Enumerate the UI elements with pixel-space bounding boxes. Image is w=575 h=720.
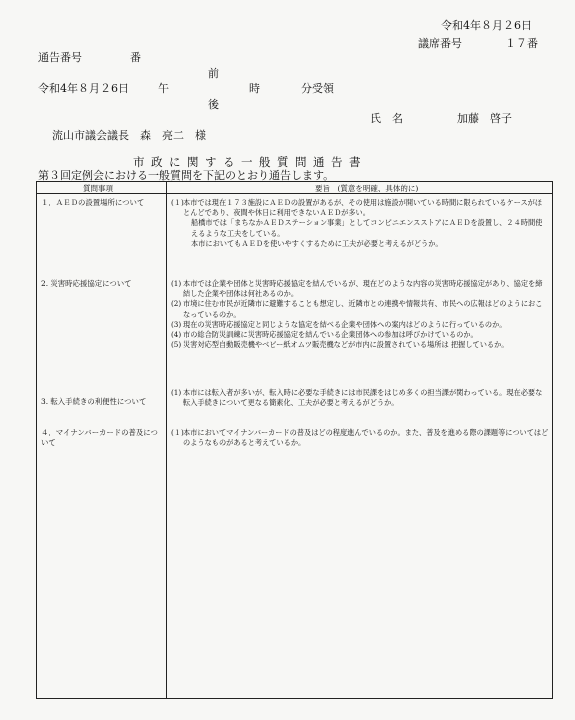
signer-name: 加藤 啓子 (457, 112, 512, 125)
receipt-ji: 時 (249, 82, 260, 95)
point: (2) 市境に住む市民が近隣市に避難することも想定し、近隣市との連携や情報共有、市民への広報はどのようにおこなっているのか。 (171, 299, 543, 319)
item-points (171, 388, 549, 408)
col1-header: 質問事項 (83, 184, 113, 193)
item-points (171, 428, 549, 448)
receipt-fun: 分受領 (301, 82, 334, 95)
point: 本市においてもＡＥＤを使いやすくするために工夫が必要と考えるがどうか。 (191, 238, 443, 248)
seat-label: 議席番号 (418, 37, 462, 50)
point: (1) 本市では企業や団体と災害時応援協定を結んでいるが、現在どのような内容の災害時応援協定があり、協定を締結した企業や団体は何社あるのか。 (171, 279, 543, 299)
header-date: 令和4年８月２6日 (441, 19, 532, 32)
document-title: 市政に関する一般質問通告書 (133, 155, 367, 169)
point: (4) 市の総合防災訓練に災害時応援協定を結んでいる企業団体への参加は呼びかけているのか。 (171, 330, 478, 340)
document-subtitle: 第３回定例会における一般質問を下記のとおり通告します。 (38, 169, 335, 182)
signer-label: 氏 名 (370, 112, 403, 125)
column-divider (166, 182, 167, 698)
item-subject: １．ＡＥＤの設置場所について (41, 198, 145, 207)
receipt-mae: 前 (208, 67, 219, 80)
receipt-go: 午 (158, 82, 169, 95)
question-table (36, 181, 553, 699)
addressee: 流山市議会議長 森 亮二 様 (52, 129, 206, 142)
item-subject: 3. 転入手続きの利便性について (41, 397, 147, 406)
notice-label: 通告番号 (38, 51, 82, 64)
notice-ban: 番 (130, 51, 141, 64)
point: (１) 本市においてマイナンバーカードの普及はどの程度進んでいるのか。また、普及を進める際の課題等についてはどのようなものがあると考えているか。 (171, 428, 549, 448)
point: (1) 本市には転入者が多いが、転入時に必要な手続きには市民課をはじめ多くの担当課が関わっている。現在必要な転入手続きについて更なる簡素化、工夫が必要と考えるがどうか。 (171, 388, 543, 408)
point: (3) 現在の災害時応援協定と同じような協定を結べる企業や団体への案内はどのように行っているのか。 (171, 319, 507, 329)
point: (5) 災害対応型自動販売機やベビー紙オムツ販売機などが市内に設置されている場所は 把握しているか。 (171, 340, 509, 350)
receipt-date: 令和4年８月２6日 (38, 82, 129, 95)
item-subject: 2. 災害時応援協定について (41, 279, 132, 288)
point: 船橋市では「まちなかＡＥＤステーション事業」としてコンビニエンスストアにＡＥＤを設置し、２４時間使えるような工夫をしている。 (191, 218, 543, 238)
item-subject: ４．マイナンバーカードの普及について (41, 428, 158, 447)
point: (１) 本市では現在１７３施設にＡＥＤの設置があるが、その使用は施設が開いている時間に限られているケースがほとんどであり、夜間や休日に利用できないＡＥＤが多い。 (171, 198, 543, 218)
seat-number: １７番 (505, 37, 538, 50)
header-divider (37, 193, 552, 194)
col2-header: 要旨 (質意を明確、具体的に) (315, 184, 419, 193)
item-points (171, 279, 549, 350)
receipt-ato: 後 (208, 98, 219, 111)
item-points (171, 198, 549, 249)
